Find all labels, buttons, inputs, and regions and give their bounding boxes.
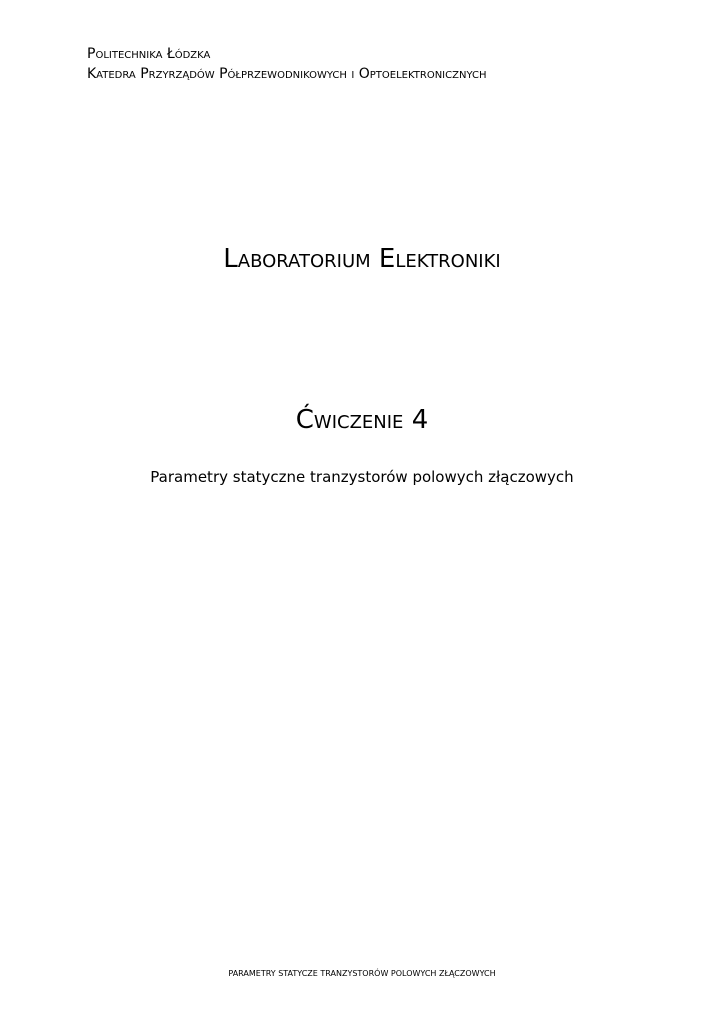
department-name: Katedra Przyrządów Półprzewodnikowych i Optoelektronicznych <box>87 66 487 82</box>
running-footer: PARAMETRY STATYCZE TRANZYSTORÓW POLOWYCH ZŁĄCZOWYCH <box>228 969 496 978</box>
exercise-subtitle: Parametry statyczne tranzystorów polowych złączowych <box>150 468 574 486</box>
exercise-title: Ćwiczenie 4 <box>295 405 429 435</box>
page-header <box>87 44 487 84</box>
laboratory-title: Laboratorium Elektroniki <box>223 244 501 274</box>
university-name: Politechnika Łódzka <box>87 46 211 62</box>
